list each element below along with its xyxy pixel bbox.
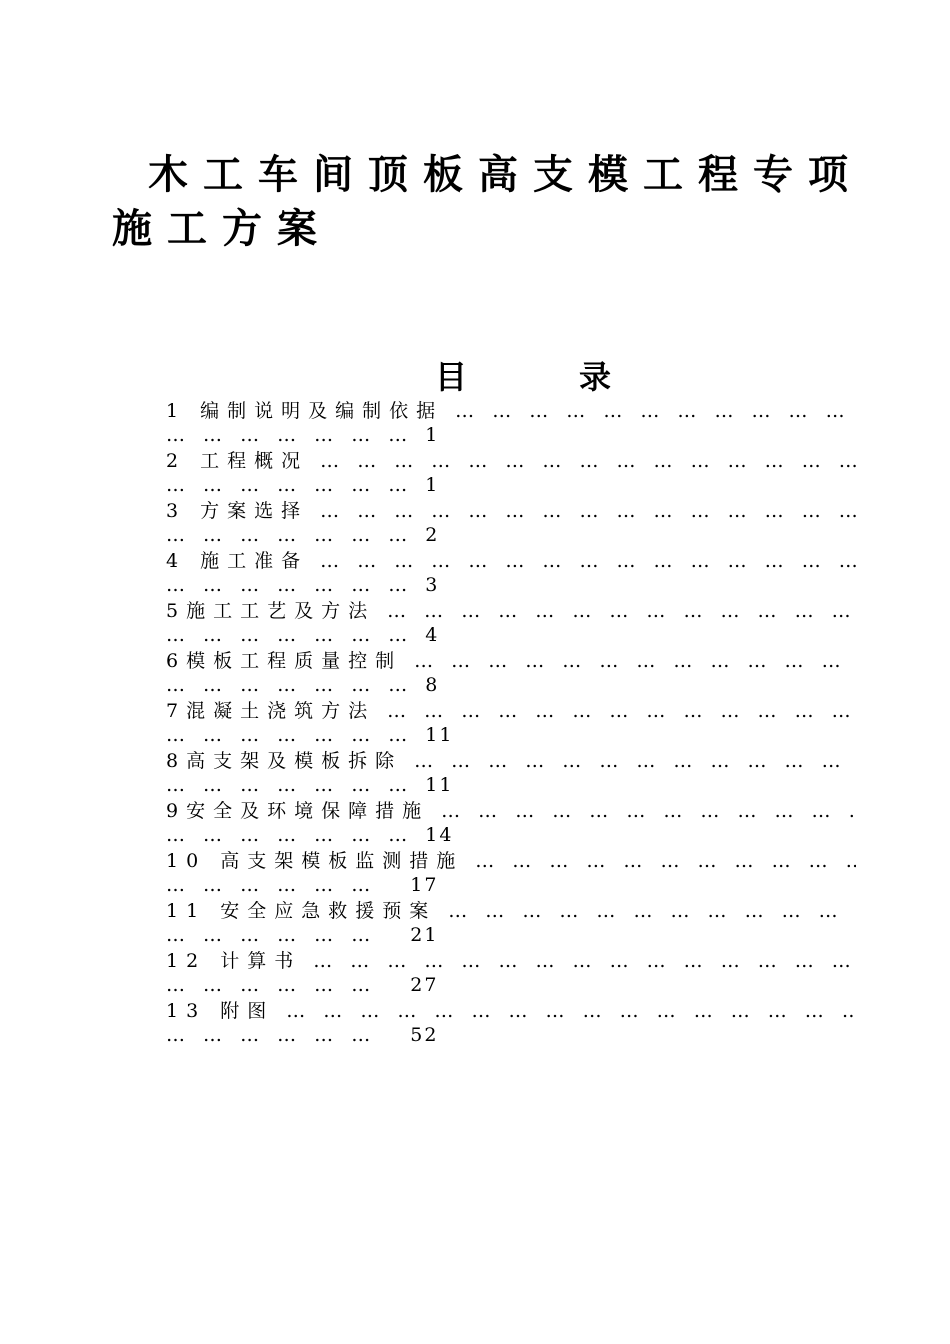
- toc-entry-9[interactable]: [166, 798, 858, 848]
- toc-entry-label: 8高支架及模板拆除 … … … … … … … … … … … … … … … … … … … … … … … … … … … … … …: [166, 748, 856, 774]
- toc-entry-4[interactable]: [166, 548, 858, 598]
- toc-entry-12[interactable]: [166, 948, 858, 998]
- toc-entry-page: 27: [410, 974, 439, 996]
- toc-leader-dots: … … … … … … …: [166, 824, 426, 846]
- toc-entry-7[interactable]: [166, 698, 858, 748]
- toc-leader-dots: … … … … … … …: [166, 774, 426, 796]
- table-of-contents: [166, 398, 858, 1048]
- toc-entry-label: 9安全及环境保障措施 … … … … … … … … … … … … … … … … … … … … … … … … … … … … … …: [166, 798, 856, 824]
- toc-entry-11[interactable]: [166, 898, 858, 948]
- toc-entry-13[interactable]: [166, 998, 858, 1048]
- toc-entry-page: 3: [425, 574, 440, 596]
- toc-entry-label: 7混凝土浇筑方法 … … … … … … … … … … … … … … … … … … … … … … … … … … … … … …: [166, 698, 856, 724]
- toc-entry-page: 1: [425, 474, 440, 496]
- toc-heading: 目录: [435, 358, 724, 396]
- toc-entry-page: 21: [410, 924, 439, 946]
- toc-leader-dots: … … … … … …: [166, 1024, 389, 1046]
- toc-entry-page: 14: [425, 824, 454, 846]
- toc-leader-dots: … … … … … …: [166, 924, 389, 946]
- toc-leader-dots: … … … … … … …: [166, 474, 426, 496]
- toc-entry-label: 13 附图 … … … … … … … … … … … … … … … … … … … … … … … … … … … … … …: [166, 998, 856, 1024]
- toc-entry-label: 6模板工程质量控制 … … … … … … … … … … … … … … … … … … … … … … … … … … … … … …: [166, 648, 856, 674]
- toc-entry-page: 11: [425, 724, 454, 746]
- toc-entry-label: 10 高支架模板监测措施 … … … … … … … … … … … … … … … … … … … … … … … … … … … … … …: [166, 848, 856, 874]
- toc-entry-label: 5施工工艺及方法 … … … … … … … … … … … … … … … … … … … … … … … … … … … … … …: [166, 598, 856, 624]
- toc-entry-page: 1: [425, 424, 440, 446]
- toc-entry-page: 17: [410, 874, 439, 896]
- toc-entry-page: 4: [425, 624, 440, 646]
- toc-entry-10[interactable]: [166, 848, 858, 898]
- toc-leader-dots: … … … … … … …: [166, 424, 426, 446]
- toc-leader-dots: … … … … … …: [166, 974, 389, 996]
- toc-leader-dots: … … … … … … …: [166, 574, 426, 596]
- toc-entry-label: 11 安全应急救援预案 … … … … … … … … … … … … … … … … … … … … … … … … … … … … … …: [166, 898, 856, 924]
- toc-entry-label: 1 编制说明及编制依据 … … … … … … … … … … … … … … … … … … … … … … … … … … … … … …: [166, 398, 856, 424]
- toc-entry-label: 2 工程概况 … … … … … … … … … … … … … … … … … … … … … … … … … … … … … …: [166, 448, 856, 474]
- toc-entry-3[interactable]: [166, 498, 858, 548]
- document-title: 木工车间顶板高支模工程专项施工方案: [112, 151, 863, 252]
- toc-entry-6[interactable]: [166, 648, 858, 698]
- toc-leader-dots: … … … … … … …: [166, 624, 426, 646]
- toc-entry-label: 4 施工准备 … … … … … … … … … … … … … … … … … … … … … … … … … … … … … …: [166, 548, 856, 574]
- toc-entry-page: 52: [410, 1024, 439, 1046]
- toc-entry-label: 12 计算书 … … … … … … … … … … … … … … … … … … … … … … … … … … … … … …: [166, 948, 856, 974]
- toc-leader-dots: … … … … … … …: [166, 524, 426, 546]
- toc-entry-page: 8: [425, 674, 440, 696]
- toc-entry-label: 3 方案选择 … … … … … … … … … … … … … … … … … … … … … … … … … … … … … …: [166, 498, 856, 524]
- toc-entry-page: 2: [425, 524, 440, 546]
- toc-entry-8[interactable]: [166, 748, 858, 798]
- toc-leader-dots: … … … … … …: [166, 874, 389, 896]
- toc-entry-2[interactable]: [166, 448, 858, 498]
- toc-entry-page: 11: [425, 774, 454, 796]
- toc-leader-dots: … … … … … … …: [166, 674, 426, 696]
- toc-entry-1[interactable]: [166, 398, 858, 448]
- toc-entry-5[interactable]: [166, 598, 858, 648]
- toc-leader-dots: … … … … … … …: [166, 724, 426, 746]
